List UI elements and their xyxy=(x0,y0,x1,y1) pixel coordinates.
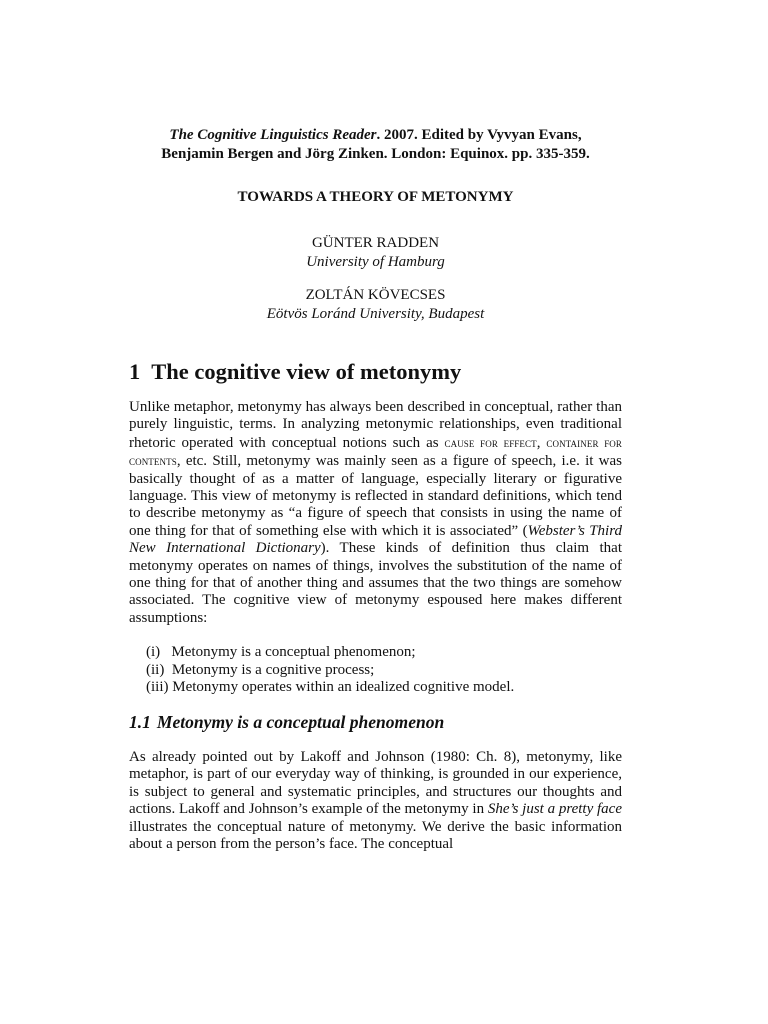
paragraph-text: , xyxy=(536,434,547,451)
paper-title: TOWARDS A THEORY OF METONYMY xyxy=(237,189,514,205)
small-caps-term: cause for effect xyxy=(444,434,537,450)
section-title: The cognitive view of metonymy xyxy=(151,359,462,384)
paragraph-text: , etc. Still, metonymy was mainly seen as a figure of speech, i.e. it was basically thought of as a matter of language, especially literary or figurative language. This view of metonymy is reflected in standard definitions, which tend to describe metonymy as “a figure of speech that consists in using the name of one thing for that of something else with which it is associated” ( xyxy=(129,453,622,539)
author-name: ZOLTÁN KÖVECSES xyxy=(305,287,446,303)
author-affiliation: University of Hamburg xyxy=(306,254,445,270)
paragraph xyxy=(129,399,622,627)
subsection-heading xyxy=(129,711,622,732)
paragraph-text: illustrates the conceptual nature of metonymy. We derive the basic information about a person from the person’s face. The conceptual xyxy=(129,818,622,852)
list-item: (iii) Metonymy operates within an idealized cognitive model. xyxy=(146,679,515,696)
paragraph xyxy=(129,749,622,853)
citation-details-line2: Benjamin Bergen and Jörg Zinken. London: Equinox. pp. 335-359. xyxy=(161,146,590,162)
author-name: GÜNTER RADDEN xyxy=(311,235,440,251)
list-item: (i) Metonymy is a conceptual phenomenon; xyxy=(146,644,416,661)
italic-example: She’s just a pretty face xyxy=(487,801,622,818)
paragraph-text: As already pointed out by Lakoff and Johnson (1980: Ch. 8), metonymy, like metaphor, is part of our everyday way of thinking, is grounded in our experience, is subject to general and systematic principles, and structures our thoughts and actions. Lakoff and Johnson’s example of the metonymy in xyxy=(129,748,622,818)
small-caps-term: container for contents xyxy=(129,434,622,469)
paragraph-text: Unlike metaphor, metonymy has always been described in conceptual, rather than purely linguistic, terms. In analyzing metonymic relationships, even traditional rhetoric operated with conceptual notions such as xyxy=(129,399,622,451)
subsection-title: Metonymy is a conceptual phenomenon xyxy=(156,711,445,732)
section-number: 1 xyxy=(129,359,141,384)
citation-book-title: The Cognitive Linguistics Reader xyxy=(169,127,377,143)
list-item: (ii) Metonymy is a cognitive process; xyxy=(146,661,375,678)
author-block xyxy=(129,234,622,272)
citation xyxy=(129,126,622,164)
subsection-number: 1.1 xyxy=(129,711,151,732)
paper-page xyxy=(129,126,622,853)
author-block xyxy=(129,286,622,324)
assumptions-list xyxy=(129,644,622,696)
italic-reference: Webster’s Third New International Dictionary xyxy=(129,522,623,557)
citation-details: . 2007. Edited by Vyvyan Evans, xyxy=(376,127,582,143)
author-affiliation: Eötvös Loránd University, Budapest xyxy=(266,306,485,322)
paragraph-text: ). These kinds of definition thus claim that metonymy operates on names of things, involves the substitution of the name of one thing for that of another thing and assumes that the two things are somehow associated. The cognitive view of metonymy espoused here makes different assumptions: xyxy=(129,540,622,626)
section-heading xyxy=(129,359,622,384)
